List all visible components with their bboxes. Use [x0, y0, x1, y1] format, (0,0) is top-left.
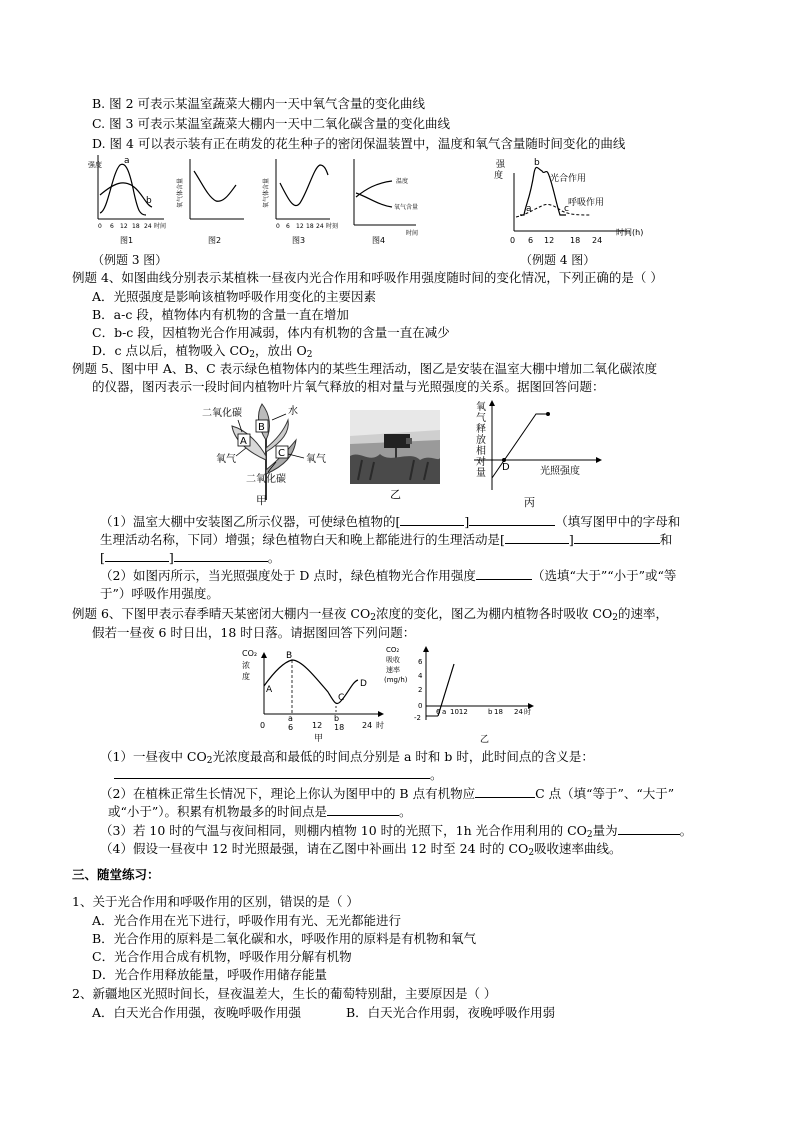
- ex6jia-xunit: 时: [376, 721, 384, 730]
- ex6jia-C: C: [338, 693, 345, 703]
- fig4-o2-label: 氧气含量: [394, 204, 419, 211]
- svg-text:释: 释: [476, 424, 486, 435]
- ex5-figure-yi-photo: [350, 410, 440, 500]
- ex6jia-xtick: 12: [312, 721, 323, 730]
- figure-1: [88, 155, 166, 245]
- fig4-caption: 图4: [372, 236, 386, 245]
- fig3-xtick: 6: [286, 223, 290, 230]
- ex6-q1-answer: 。: [114, 766, 443, 784]
- ex4-xtick: 0: [510, 236, 516, 245]
- ex5-figure-jia: [198, 400, 338, 510]
- yi-caption: 乙: [390, 488, 401, 500]
- ex4-xtick: 18: [570, 236, 581, 245]
- fig1-xtick: 6: [110, 223, 114, 230]
- ex6yi-ytick: -2: [414, 714, 421, 722]
- ex5-q2-line1: （2）如图丙所示，当光照强度处于 D 点时，绿色植物光合作用强度 （选填“大于”“小于”或“等: [100, 568, 677, 583]
- fig3-xlabel: 时刻: [326, 223, 339, 230]
- ex5-line2: 的仪器，图丙表示一段时间内植物叶片氧气释放的相对量与光照强度的关系。据图回答问题：: [92, 379, 605, 394]
- example4-figure: [490, 153, 660, 263]
- ex4-xlabel: 时间(h): [616, 228, 644, 237]
- svg-text:相: 相: [476, 446, 486, 457]
- ex4-xtick: 6: [528, 236, 534, 245]
- ex6yi-ylabel2: 吸收: [386, 656, 400, 664]
- figure-2: [176, 159, 244, 245]
- ex6yi-ytick: 2: [418, 686, 423, 694]
- ex6jia-D: D: [360, 679, 367, 689]
- jia-co2-top: 二氧化碳: [202, 408, 242, 419]
- ex6-line1: 例题 6、下图甲表示春季晴天某密闭大棚内一昼夜 $CO_2$浓度的变化，图乙为棚内植物各时吸收 $CO_2$的速率，: [72, 606, 668, 623]
- svg-text:量: 量: [476, 468, 486, 479]
- ex6yi-caption: 乙: [480, 735, 490, 745]
- ex6jia-A: A: [266, 685, 273, 695]
- ex4-label-c: c: [564, 204, 569, 214]
- fig2-caption: 图2: [208, 236, 222, 245]
- ex6-q1: （1）一昼夜中 $CO_2$光浓度最高和最低的时间点分别是 a 时和 b 时，此时间点的含义是：: [100, 749, 594, 766]
- ex6jia-xtick: 18: [334, 723, 345, 732]
- ex6yi-ytick: 0: [418, 702, 423, 710]
- option-d: D. 图 4 可以表示装有正在萌发的花生种子的密闭保温装置中，温度和氧气含量随时间变化的曲线: [92, 136, 626, 151]
- ex6-q4: （4）假设一昼夜中 12 时光照最强，请在乙图中补画出 12 时至 24 时的 $CO_2$吸收速率曲线。: [100, 841, 622, 858]
- ex6yi-b: b: [488, 708, 493, 716]
- bing-xlabel: 光照强度: [540, 466, 580, 477]
- option-c: C. 图 3 可表示某温室蔬菜大棚内一天中二氧化碳含量的变化曲线: [92, 116, 450, 131]
- ex5-line1: 例题 5、图中甲 A、B、C 表示绿色植物体内的某些生理活动，图乙是安装在温室大棚中增加二氧化碳浓度: [72, 361, 658, 376]
- example3-caption: （例题 3 图）: [92, 253, 168, 267]
- option-b: B. 图 2 可表示某温室蔬菜大棚内一天中氧气含量的变化曲线: [92, 96, 426, 111]
- figure-4: [354, 159, 418, 245]
- ex4-xtick: 24: [592, 236, 603, 245]
- ex6jia-a: a: [288, 714, 293, 723]
- practice-q2-a: A．白天光合作用强，夜晚呼吸作用强: [92, 1005, 302, 1020]
- ex6-q2-line2: 或“小于”）。积累有机物最多的时间点是 。: [108, 804, 412, 819]
- ex6-line2: 假若一昼夜 6 时日出，18 时日落。请据图回答下列问题：: [92, 625, 416, 640]
- fig3-xtick: 12: [296, 223, 304, 230]
- jia-o2-right: 氧气: [306, 454, 326, 465]
- fig1-caption: 图1: [120, 236, 134, 245]
- figures-1-to-4: [86, 153, 436, 253]
- ex4-xtick: 12: [544, 236, 555, 245]
- ex6-q3: （3）若 10 时的气温与夜间相同，则棚内植物 10 时的光照下，1h 光合作用利用的 $CO_2$量为 。: [100, 823, 693, 840]
- ex6yi-ytick: 6: [418, 658, 423, 666]
- ex4-resp-label: 呼吸作用: [568, 198, 605, 208]
- ex6yi-xtick: 6: [436, 708, 441, 716]
- ex6-q2-line1: （2）在植株正常生长情况下，理论上你认为图甲中的 B 点有机物应 C 点（填“等于”、“大于”: [100, 786, 675, 801]
- fig3-xtick: 0: [276, 223, 280, 230]
- practice-q1: 1、关于光合作用和呼吸作用的区别，错误的是（ ）: [72, 894, 359, 909]
- ex6yi-xtick: 1012: [450, 708, 468, 716]
- bing-D: D: [502, 462, 510, 473]
- jia-A: A: [240, 436, 247, 447]
- svg-text:气: 气: [476, 413, 486, 424]
- ex6jia-xtick: 0: [260, 721, 266, 730]
- fig1-label-b: b: [146, 196, 152, 206]
- ex6yi-ytick: 4: [418, 672, 423, 680]
- fig1-ylabel: 强度: [88, 161, 102, 169]
- practice-q2: 2、新疆地区光照时间长，昼夜温差大，生长的葡萄特别甜，主要原因是（ ）: [72, 986, 497, 1001]
- ex6jia-caption: 甲: [314, 734, 324, 742]
- ex4-option-b: B．a-c 段，植物体内有机物的含量一直在增加: [92, 307, 349, 322]
- jia-water: 水: [288, 406, 298, 417]
- ex6jia-xtick: 24: [362, 721, 373, 730]
- jia-o2-left: 氧气: [216, 454, 236, 465]
- fig4-xlabel: 时间: [406, 230, 419, 237]
- ex6yi-xunit: 时: [524, 708, 531, 716]
- ex5-q1-line3: [ ] 。: [100, 550, 281, 565]
- figure-3: [262, 159, 338, 245]
- section3-title: 三、随堂练习：: [72, 867, 160, 882]
- ex6yi-a: a: [442, 708, 447, 716]
- jia-co2-bottom: 二氧化碳: [246, 474, 286, 485]
- ex6yi-xtick: 24: [514, 708, 523, 716]
- svg-text:度: 度: [242, 672, 250, 681]
- svg-text:浓: 浓: [242, 661, 250, 670]
- jia-C: C: [278, 448, 285, 459]
- example4-caption: （例题 4 图）: [520, 253, 596, 267]
- ex6yi-ylabel3: 速率: [386, 666, 400, 674]
- ex6jia-b: b: [334, 714, 340, 723]
- ex4-option-d: D．c 点以后，植物吸入 $CO_2$，放出 $O_2$: [92, 343, 313, 360]
- ex4-ylabel1: 强: [496, 160, 506, 170]
- fig3-xtick: 18: [306, 223, 314, 230]
- ex4-option-a: A．光照强度是影响该植物呼吸作用变化的主要因素: [92, 289, 377, 304]
- ex5-q1-line1: （1）温室大棚中安装图乙所示仪器，可使绿色植物的[ ] （填写图甲中的字母和: [100, 514, 681, 529]
- bing-caption: 丙: [524, 496, 535, 509]
- fig1-xtick: 18: [132, 223, 140, 230]
- jia-B: B: [258, 422, 265, 433]
- ex4-label-a: a: [526, 204, 532, 214]
- fig1-xtick: 12: [120, 223, 128, 230]
- fig3-ylabel: 氧气体含量: [263, 177, 270, 208]
- ex5-q2-line2: 于”）呼吸作用强度。: [100, 586, 219, 601]
- jia-caption: 甲: [256, 494, 267, 507]
- practice-q1-b: B．光合作用的原料是二氧化碳和水，呼吸作用的原料是有机物和氧气: [92, 931, 477, 946]
- ex6jia-B: B: [286, 651, 293, 661]
- ex6yi-ylabel4: (mg/h): [384, 676, 408, 684]
- ex4-label-b: b: [534, 158, 540, 168]
- fig3-xtick: 24: [316, 223, 324, 230]
- ex6jia-ylabel1: CO₂: [242, 649, 258, 658]
- fig1-label-a: a: [124, 156, 130, 166]
- fig3-caption: 图3: [292, 236, 306, 245]
- svg-text:放: 放: [476, 435, 486, 446]
- fig2-ylabel: 氧气体含量: [177, 177, 184, 208]
- ex4-ylabel2: 度: [494, 171, 504, 181]
- fig1-xlabel: 时间: [154, 223, 167, 230]
- svg-text:氧: 氧: [476, 402, 486, 413]
- practice-q2-b: B．白天光合作用弱，夜晚呼吸作用弱: [346, 1005, 556, 1020]
- ex6yi-xtick: 18: [494, 708, 503, 716]
- practice-q1-a: A．光合作用在光下进行，呼吸作用有光、无光都能进行: [92, 913, 402, 928]
- ex4-stem: 例题 4、如图曲线分别表示某植株一昼夜内光合作用和呼吸作用强度随时间的变化情况，下列正确的是（ ）: [72, 270, 663, 285]
- ex4-photo-label: 光合作用: [550, 174, 587, 184]
- ex6yi-ylabel1: CO₂: [386, 646, 400, 654]
- fig1-xtick: 24: [144, 223, 152, 230]
- fig1-xtick: 0: [98, 223, 102, 230]
- ex5-q1-line2: 生理活动名称，下同）增强；绿色植物白天和晚上都能进行的生理活动是[ ] 和: [100, 532, 673, 547]
- fig4-temp-label: 温度: [396, 178, 409, 185]
- ex6jia-xtick: 6: [288, 723, 294, 732]
- practice-q1-d: D．光合作用释放能量，呼吸作用储存能量: [92, 967, 328, 982]
- ex4-option-c: C．b-c 段，因植物光合作用减弱，体内有机物的含量一直在减少: [92, 325, 450, 340]
- practice-q1-c: C．光合作用合成有机物，呼吸作用分解有机物: [92, 949, 352, 964]
- ex5-figure-bing: [470, 400, 610, 512]
- ex6-figure-yi: [384, 642, 544, 746]
- svg-text:对: 对: [476, 457, 486, 468]
- ex6-figure-jia: [240, 642, 390, 742]
